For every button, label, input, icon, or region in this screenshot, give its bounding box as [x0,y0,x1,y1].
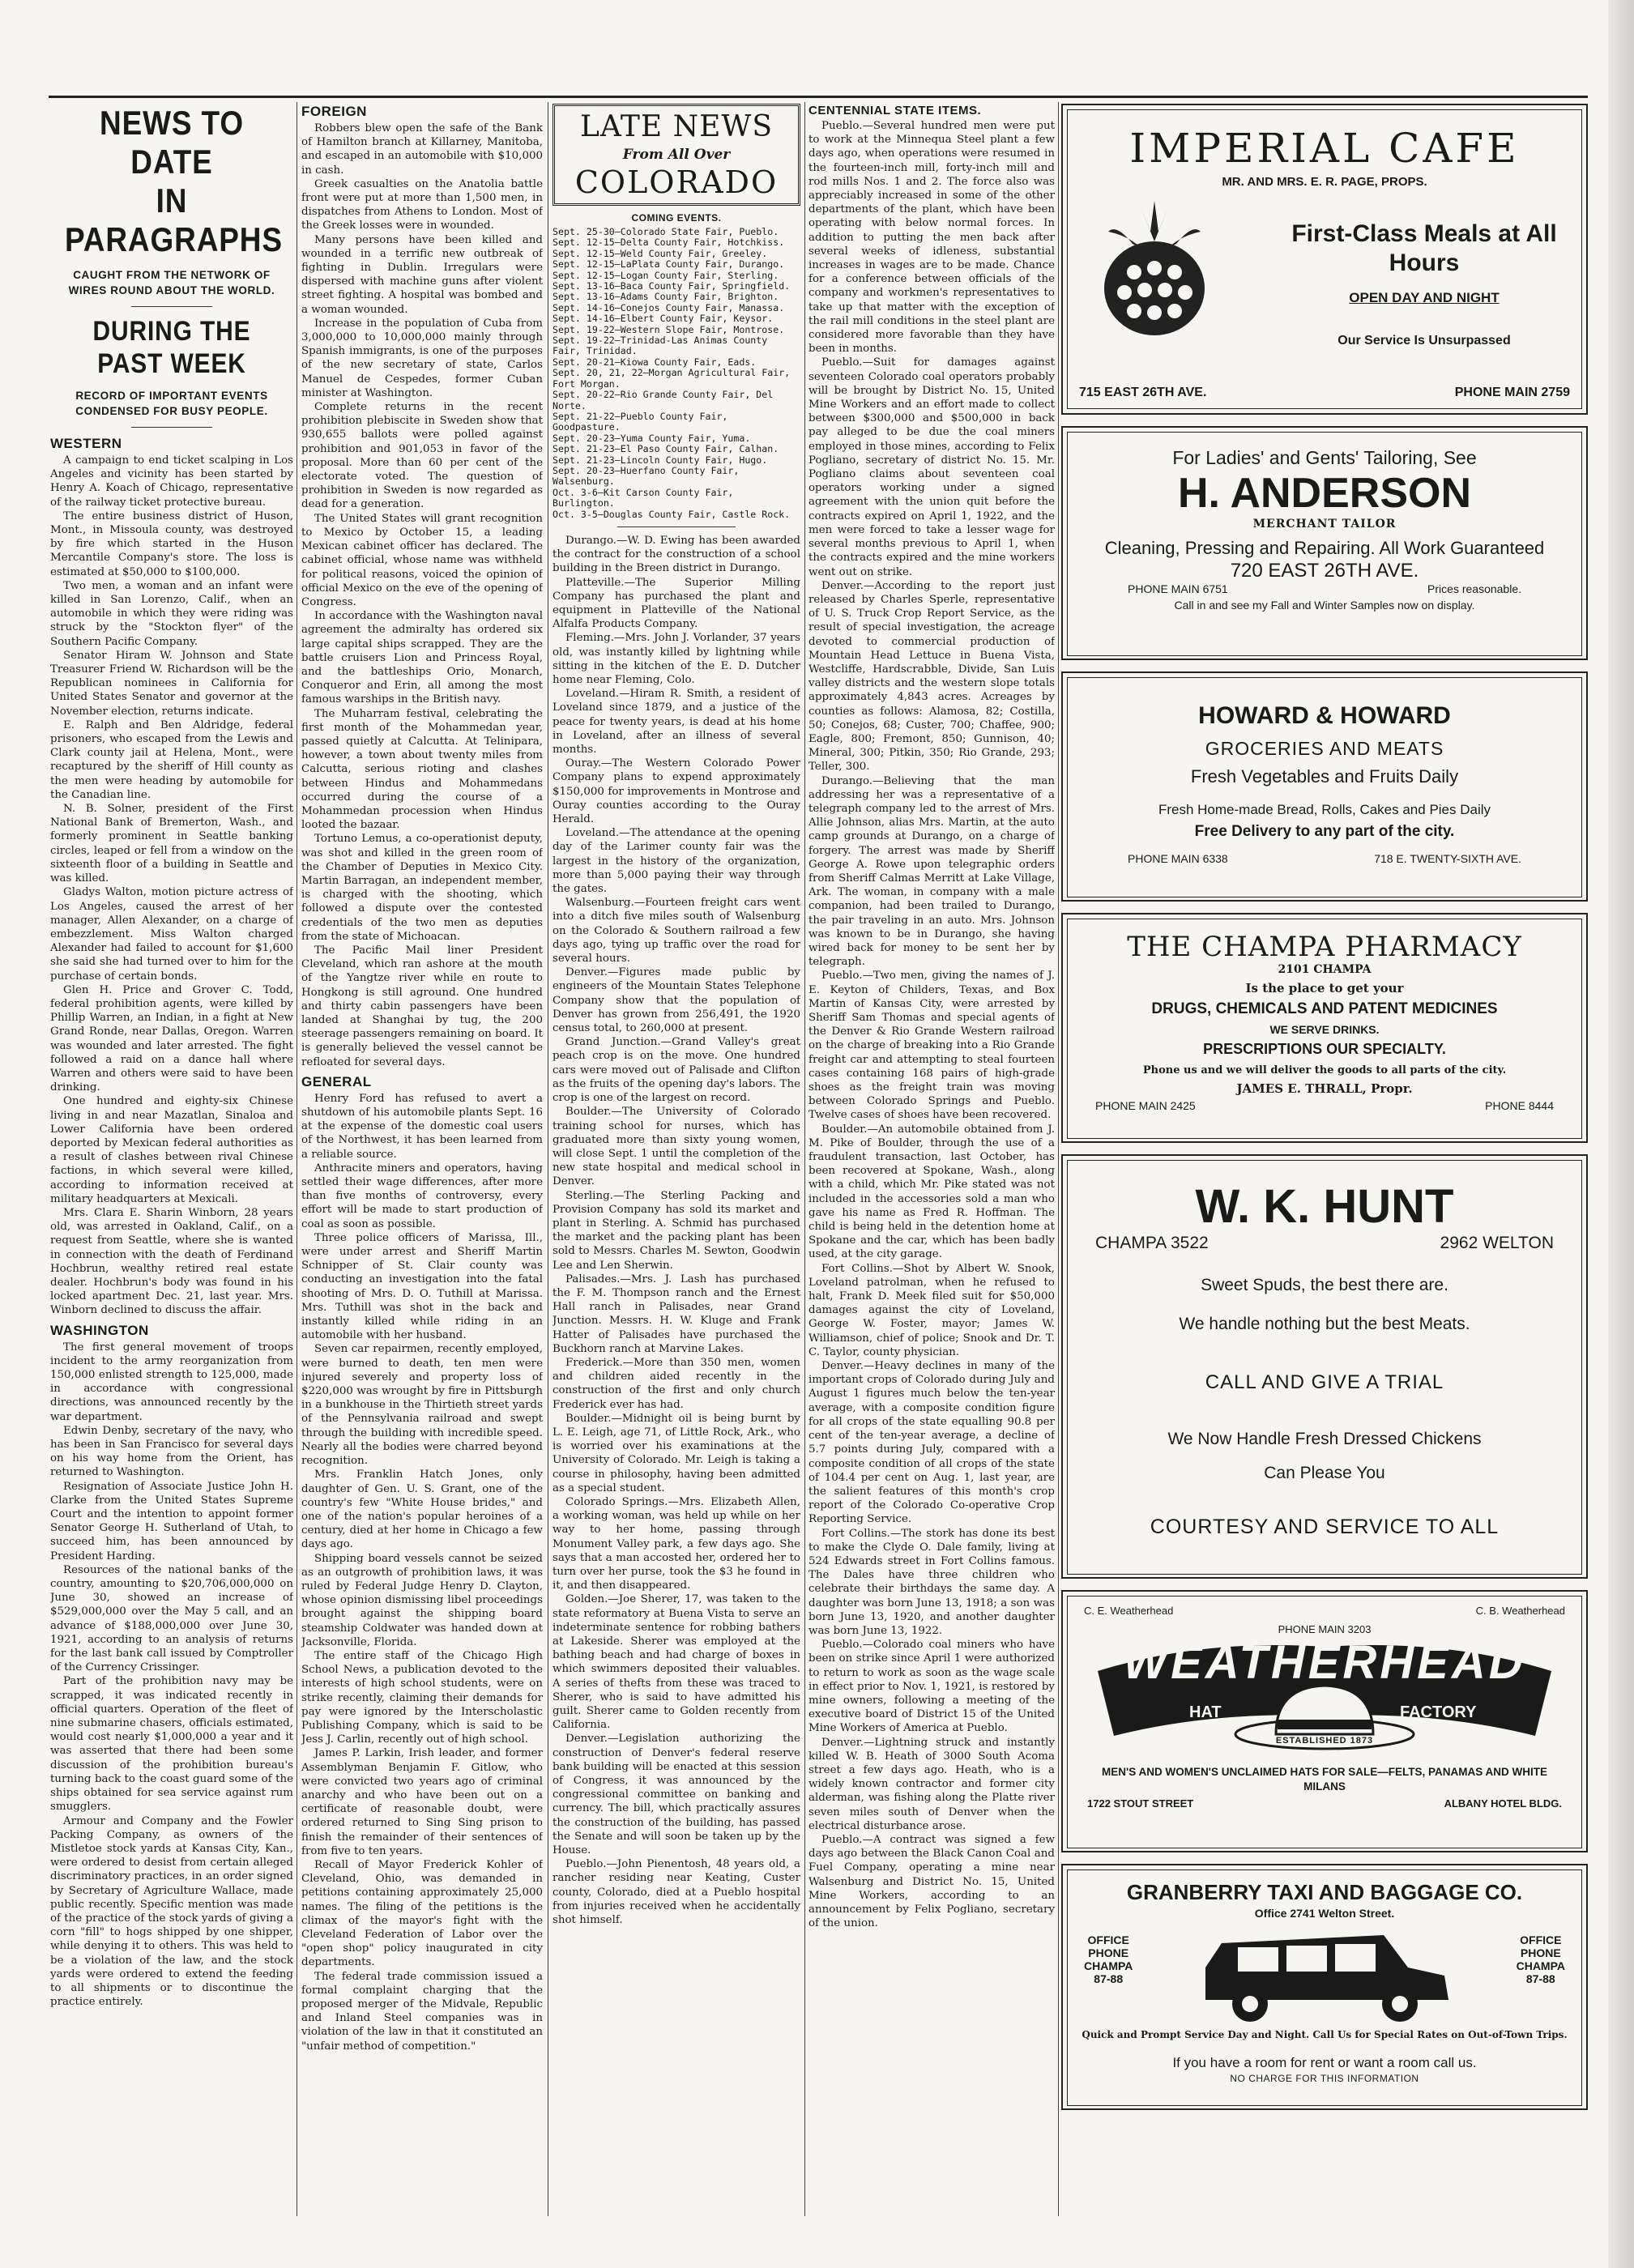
howard-line2: Fresh Home-made Bread, Rolls, Cakes and Pies Daily [1158,802,1491,817]
ad-howard-howard [1061,671,1588,902]
column-late-news [552,104,800,1927]
article-paragraph: In accordance with the Washington naval agreement the admiralty has ordered six large capital ships scrapped. They are the battle cruisers Lion and Princess Royal, and the battleships Orio, Monarch, Conqueror and Erin, all among the most famous warships in the British navy. [301,610,543,706]
granberry-line1: Quick and Prompt Service Day and Night. Call Us for Special Rates on Out-of-Town Trips. [1082,2029,1568,2040]
article-paragraph: Two men, a woman and an infant were killed in San Lorenzo, Calif., when an automobile in which they were riding was struck by the "Stockton flyer" of the Southern Pacific Company. [50,579,293,648]
section-foreign: FOREIGN [301,104,367,119]
section-washington: WASHINGTON [50,1322,149,1338]
column-rule [1058,102,1059,2216]
howard-address: 718 E. TWENTY-SIXTH AVE. [1374,852,1521,865]
anderson-name: H. ANDERSON [1177,470,1472,517]
anderson-address: 720 EAST 26TH AVE. [1230,560,1419,582]
ad-granberry-taxi [1061,1864,1588,2110]
article-paragraph: Edwin Denby, secretary of the navy, who has been in San Francisco for several days on his way home from the Orient, has returned to Washington. [50,1424,293,1479]
top-rule [49,96,1588,98]
hunt-line6: COURTESY AND SERVICE TO ALL [1150,1516,1500,1538]
article-paragraph: Loveland.—Hiram R. Smith, a resident of Loveland since 1879, and a justice of the peace for twenty years, is dead at his home in Loveland, after an illness of several months. [552,688,800,757]
ad-w-k-hunt [1061,1154,1588,1579]
article-paragraph: Denver.—Lightning struck and instantly killed W. B. Heath of 3000 South Acoma street a few days ago. Heath, who is a widely known contractor and former city alderman, was fishing along the Platte river seven miles south of Denver when the electrical disturbance arose. [808,1736,1055,1832]
article-paragraph: Resources of the national banks of the country, amounting to $20,706,000,000 on June 30, showed an increase of $529,000,000 over the May 5 call, and an advance of $188,000,000 over June 30, 1921, according to an analysis of returns for the last bank call issued by Comptroller of the Currency Crissinger. [50,1563,293,1674]
column-foreign-general [301,104,543,2053]
article-paragraph: Anthracite miners and operators, having settled their wage differences, after more than five months of controversy, every effort will be made to start production of coal as soon as possible. [301,1162,543,1230]
howard-line3: Free Delivery to any part of the city. [1194,823,1455,840]
article-paragraph: Fleming.—Mrs. John J. Vorlander, 37 years old, was instantly killed by lightning while sitting in the kitchen of the E. D. Dutcher home near Fleming, Colo. [552,632,800,686]
article-paragraph: Durango.—W. D. Ewing has been awarded the contract for the construction of a school building in the Breen district in Durango. [552,534,800,575]
washington-articles [50,1341,293,2010]
article-paragraph: Henry Ford has refused to avert a shutdown of his automobile plants Sept. 16 at the expense of the domestic coal users of the Northwest, it has been learned from a reliable source. [301,1092,543,1161]
article-paragraph: The Muharram festival, celebrating the first month of the Mohammedan year, passed quietly at Calcutta. At Telinipara, however, a town about twenty miles from Calcutta, serious rioting and clashes between Hindus and Mohammedans occurred during the course of a Mohammedan procession when Hindus looted the bazaar. [301,707,543,832]
article-paragraph: Sept. 19-22—Trinidad-Las Animas County Fair, Trinidad. [552,335,768,357]
divider [131,427,212,428]
champa-prop: JAMES E. THRALL, Propr. [1236,1081,1413,1096]
page-fold-shadow [1608,0,1634,2268]
article-paragraph: Oct. 3-5—Douglas County Fair, Castle Rock. [552,508,791,520]
anderson-trade: MERCHANT TAILOR [1252,518,1397,531]
weatherhead-footer [1087,1797,1562,1810]
article-paragraph: The Pacific Mail liner President Cleveland, which ran ashore at the mouth of the Yangtze river while en route to Hongkong is still aground. One hundred and thirty cabin passengers have been landed at Shanghai by tug, the 200 steerage passengers remaining on board. It is generally believed the vessel cannot be refloated for several days. [301,944,543,1068]
late-news-box [552,104,800,206]
hunt-line1: Sweet Spuds, the best there are. [1201,1276,1448,1294]
article-paragraph: Mrs. Franklin Hatch Jones, only daughter of Gen. U. S. Grant, one of the country's few "White House brides," and one of the nation's popular heroines of a century, died at her home in Chicago a few days ago. [301,1469,543,1551]
colorado-news-articles [552,534,800,1927]
article-paragraph: Robbers blew open the safe of the Bank of Hamilton branch at Killarney, Manitoba, and escaped in an automobile with $10,000 in cash. [301,122,543,177]
champa-phone2: PHONE 8444 [1485,1099,1554,1112]
anderson-line2: Cleaning, Pressing and Repairing. All Work Guaranteed [1104,538,1545,558]
anderson-prices: Prices reasonable. [1427,582,1521,595]
champa-address: 2101 CHAMPA [1278,963,1372,976]
article-paragraph: Oct. 3-6—Kit Carson County Fair, Burlington. [552,486,734,509]
hunt-line4: We Now Handle Fresh Dressed Chickens [1167,1430,1482,1448]
article-paragraph: E. Ralph and Ben Aldridge, federal prisoners, who escaped from the Lewis and Clark county jail at Helena, Mont., were recaptured by the sheriff of Hill county as the men were heading by automobile for the Canadian line. [50,718,293,801]
section-western: WESTERN [50,436,122,451]
ad-h-anderson [1061,426,1588,660]
howard-trade: GROCERIES AND MEATS [1205,738,1444,759]
hunt-line3: CALL AND GIVE A TRIAL [1205,1371,1444,1393]
weatherhead-left: C. E. Weatherhead [1084,1605,1174,1617]
article-paragraph: Colorado Springs.—Mrs. Elizabeth Allen, a working woman, was held up while on her way to her home, passing through Monument Valley park, a few days ago. She says that a man accosted her, ordered her to turn over her purse, took the $3 he found in it, and then disappeared. [552,1495,800,1592]
article-paragraph: Walsenburg.—Fourteen freight cars went into a ditch five miles south of Walsenburg on the Colorado & Southern railroad a few days ago, tying up traffic over the road for several hours. [552,897,800,966]
hunt-phone: CHAMPA 3522 [1095,1234,1209,1252]
article-paragraph: Fort Collins.—The stork has done its best to make the Clyde O. Dale family, living at 524 Edwards street in Fort Collins famous. The Dales have three children who celebrate their birthdays the same day. A daughter was born June 13, 1918; a son was born June 13, 1920, and another daughter was born June 13, 1922. [808,1527,1055,1637]
weatherhead-address: 1722 STOUT STREET [1087,1797,1194,1810]
article-paragraph: Denver.—According to the report just released by Charles Sperle, representative of U. S. Truck Crop Report Service, as the result of special investigation, the acreage devoted to commercial production of Mountain Head Lettuce in Buena Vista, Westcliffe, Hardscrabble, Divide, San Luis valley districts and the western slope totals approximately 4,843 acres. Acreages by counties as follows: Alamosa, 82; Costilla, 50; Conejos, 68; Custer, 700; Chaffee, 900; Eagle, 800; Fremont, 850; Gunnison, 40; Mineral, 300; Pitkin, 350; Rio Grande, 293; Teller, 300. [808,579,1055,774]
column-rule [804,102,805,2216]
imperial-props: MR. AND MRS. E. R. PAGE, PROPS. [1222,175,1427,189]
article-paragraph: Sept. 20-23—Yuma County Fair, Yuma. [552,432,751,444]
article-paragraph: Mrs. Clara E. Sharin Winborn, 28 years old, was arrested in Oakland, Calif., on a request from Seattle, where she is wanted in connection with the death of Ferdinand Hochbrun, wealthy retired real estate dealer. Hochbrun's body was found in his locked apartment Dec. 21, last year. Mrs. Winborn declined to discuss the affair. [50,1206,293,1317]
champa-phones [1095,1099,1554,1112]
weatherhead-hat: HAT [1189,1703,1222,1721]
article-paragraph: Part of the prohibition navy may be scrapped, it was indicated recently in official quarters. Operation of the fleet of nine submarine chasers, officials estimated, would cost nearly $1,000,000 a year and it was asserted that there had been some discussion of the prohibition bureau's turning back to the coast guard some of the ships obtained for sea service against rum smugglers. [50,1675,293,1814]
section-centennial: CENTENNIAL STATE ITEMS. [808,104,982,117]
article-paragraph: Sept. 20-23—Huerfano County Fair, Walsenburg. [552,464,740,488]
late-news-subtitle: From All Over [622,147,731,163]
article-paragraph: Many persons have been killed and wounded in a terrific new outbreak of fighting in Dublin. Irregulars were dispersed with machine guns after violent street fighting. A hospital was bombed and a woman wounded. [301,233,543,316]
article-paragraph: Sept. 12-15—Weld County Fair, Greeley. [552,247,768,259]
imperial-service: Our Service Is Unsurpassed [1337,334,1511,347]
article-paragraph: Increase in the population of Cuba from 3,000,000 to 10,000,000 mainly through Spanish immigrants, is one of the purposes of the new secretary of state, Carlos Manuel de Cespedes, former Cuban minister at Washington. [301,317,543,399]
subhead-record: RECORD OF IMPORTANT EVENTS CONDENSED FOR BUSY PEOPLE. [75,390,268,417]
article-paragraph: Complete returns in the recent prohibition plebiscite in Sweden show that 930,655 ballots were polled against prohibition and 901,053 in favor of the proposal. More than 60 per cent of the electorate voted. The question of prohibition in Sweden is now regarded as dead for a generation. [301,401,543,511]
article-paragraph: Denver.—Figures made public by engineers of the Mountain States Telephone Company show that the population of Denver has grown from 256,491, the 1920 census total, to 260,000 at present. [552,966,800,1035]
hunt-line5: Can Please You [1264,1464,1385,1482]
article-paragraph: Seven car repairmen, recently employed, were burned to death, ten men were injured severely and property loss of $220,000 was wrought by fire in Pittsburgh in a bunkhouse in the Thirtieth street yards of the Pennsylvania railroad and swept through the building with incredible speed. Nearly all the bodies were charred beyond recognition. [301,1343,543,1468]
article-paragraph: Ouray.—The Western Colorado Power Company plans to expend approximately $150,000 for improvements in Montrose and Ouray counties according to the Ouray Herald. [552,757,800,826]
late-news-colorado: COLORADO [574,164,779,200]
champa-line2: DRUGS, CHEMICALS AND PATENT MEDICINES [1151,1000,1498,1017]
article-paragraph: James P. Larkin, Irish leader, and former Assemblyman Benjamin F. Gitlow, who were convicted two years ago of criminal anarchy and who have been out on a certificate of reasonable doubt, were ordered returned to Sing Sing prison to finish the remainder of their sentences of from five to ten years. [301,1747,543,1857]
article-paragraph: Glen H. Price and Grover C. Todd, federal prohibition agents, were killed by Phillip Warren, an Indian, in a fight at New Grand Ronde, near Dallas, Oregon. Warren was wounded and later arrested. The fight followed a raid on a dance hall where Warren and others were said to have been drinking. [50,983,293,1094]
article-paragraph: Denver.—Legislation authorizing the construction of Denver's federal reserve bank building will be enacted at this session of Congress, it was announced by the congressional committee on banking and currency. The bill, which practically assures the construction of the building, has passed the Senate and will soon be taken up by the House. [552,1733,800,1857]
hunt-line2: We handle nothing but the best Meats. [1179,1315,1470,1333]
weatherhead-est: ESTABLISHED 1873 [1275,1736,1374,1746]
howard-name: HOWARD & HOWARD [1198,702,1451,729]
article-paragraph: Pueblo.—Several hundred men were put to work at the Minnequa Steel plant a few days ago, when operations were resumed in the fourteen-inch mill, forty-inch mill and rod mills Nos. 1 and 2. The force also was appreciably increased in some of the other departments of the plant, which have been operating with below normal forces. In addition to putting the men back after several weeks of idleness, substantial increases in wages are to be made. Chance for a conference between officials of the company and workmen's representatives to take up that matter with the exception of the rail mill conditions in the steel plant are considered more favorable than they have been in months. [808,120,1055,356]
article-paragraph: Pueblo.—Colorado coal miners who have been on strike since April 1 were authorized to return to work as soon as the wage scale in effect prior to Nov. 1, 1921, is restored by mine owners, following a meeting of the executive board of District 15 of the United Mine Workers of America at Pueblo. [808,1639,1055,1735]
granberry-left-phone: OFFICE PHONE CHAMPA 87-88 [1084,1933,1133,1985]
article-paragraph: Senator Hiram W. Johnson and State Treasurer Friend W. Richardson will be the Republican nominees in California for United States Senator and governor at the November election, returns indicate. [50,649,293,718]
article-paragraph: The entire business district of Huson, Mont., in Missoula county, was destroyed by fire which started in the Huson Mercantile Company's store. The loss is estimated at $50,000 to $100,000. [50,509,293,578]
article-paragraph: The first general movement of troops incident to the army reorganization from 150,000 enlisted strength to 125,000, made in accordance with congressional directions, was announced recently by the war department. [50,1341,293,1423]
coming-events-head: COMING EVENTS. [631,212,722,224]
article-paragraph: Sept. 20, 21, 22—Morgan Agricultural Fair, Fort Morgan. [552,367,791,390]
howard-phone: PHONE MAIN 6338 [1128,852,1228,865]
article-paragraph: Sept. 12-15—LaPlata County Fair, Durango. [552,258,785,271]
article-paragraph: Golden.—Joe Sherer, 17, was taken to the state reformatory at Buena Vista to serve an indeterminate sentence for robbing bathers at Lakeside. Sherer was employed at the bathing beach and had charge of boxes in which swimmers deposited their valuables. A series of thefts from these was traced to Sherer, who is said to have admitted his guilt. Sherer came to Golden recently from California. [552,1593,800,1732]
article-paragraph: Sept. 14-16—Elbert County Fair, Keysor. [552,313,774,325]
ad-champa-pharmacy [1061,913,1588,1143]
divider [131,306,212,307]
granberry-office: Office 2741 Welton Street. [1254,1907,1395,1920]
article-paragraph: The United States will grant recognition to Mexico by October 15, a leading Mexican cabinet officer has declared. The cabinet official, whose name was withheld for political reasons, voiced the opinion of official Mexico on the eve of the opening of Congress. [301,512,543,608]
article-paragraph: Greek casualties on the Anatolia battle front were put at more than 1,500 men, in dispatches from Athens to London. Most of the Greek losses were in wounded. [301,177,543,232]
article-paragraph: The federal trade commission issued a formal complaint charging that the proposed merger of the Midvale, Republic and Inland Steel companies was in violation of the law in that it constituted an "unfair method of competition." [301,1970,543,2053]
events-list [552,227,800,520]
howard-line1: Fresh Vegetables and Fruits Daily [1190,766,1459,787]
centennial-articles [808,119,1055,1930]
article-paragraph: Gladys Walton, motion picture actress of Los Angeles, caused the arrest of her manager, Allen Alexander, on a charge of embezzlement. Miss Walton charged Alexander had failed to account for $1,600 she said she had turned over to him for the purchase of certain bonds. [50,886,293,983]
article-paragraph: Sept. 12-15—Logan County Fair, Sterling. [552,269,779,281]
weatherhead-phone: PHONE MAIN 3203 [1278,1623,1372,1635]
article-paragraph: Sept. 12-15—Delta County Fair, Hotchkiss. [552,237,785,249]
ad-imperial-cafe [1061,104,1588,415]
article-paragraph: Boulder.—An automobile obtained from J. M. Pike of Boulder, through the use of a fraudulent transaction, last October, has been recovered at Spokane, Wash., along with a child, which Mr. Pike stated was not included in the accessories sold a man who gave his name as Fred R. Hoffman. The child is being held in the detention home at Spokane and the car, which has been badly used, at the city garage. [808,1123,1055,1261]
general-articles [301,1092,543,2053]
column-news-to-date [50,104,293,2009]
granberry-line3: NO CHARGE FOR THIS INFORMATION [1230,2073,1419,2084]
article-paragraph: Sept. 19-22—Western Slope Fair, Montrose. [552,323,785,335]
article-paragraph: Shipping board vessels cannot be seized as an outgrowth of prohibition laws, it was ruled by Federal Judge Henry D. Clayton, whose opinion dismissing libel proceedings brought against the shipping board steamship Coldwater was handed down at Jacksonville, Florida. [301,1552,543,1648]
article-paragraph: Platteville.—The Superior Milling Company has purchased the plant and equipment in Platteville of the National Alfalfa Products Company. [552,576,800,631]
column-centennial [808,104,1055,1930]
imperial-open: OPEN DAY AND NIGHT [1349,290,1500,305]
article-paragraph: Sept. 13-16—Adams County Fair, Brighton. [552,291,779,303]
imperial-meals: First-Class Meals at All Hours [1291,220,1557,276]
ad-weatherhead-hats [1061,1590,1588,1852]
article-paragraph: Denver.—Heavy declines in many of the important crops of Colorado during July and August 1 figures much below the ten-year average, with a composite condition figure for all crops of the state equalling 90.8 per cent of the ten-year average, a decline of 5.7 points during July, compared with a composite condition of all crops of the state of 104.4 per cent on Aug. 1, last year, are the salient features of this month's crop report of the Colorado Co-operative Crop Reporting Service. [808,1360,1055,1526]
article-paragraph: Sept. 20-21—Kiowa County Fair, Eads. [552,356,757,368]
article-paragraph: A campaign to end ticket scalping in Los Angeles and vicinity has been started by Henry A. Koach of Chicago, representative of the railway ticket protective bureau. [50,454,293,509]
granberry-right-phone: OFFICE PHONE CHAMPA 87-88 [1516,1933,1565,1985]
article-paragraph: Pueblo.—A contract was signed a few days ago between the Black Canon Coal and Fuel Company, operating a mine near Walsenburg and District No. 15, United Mine Workers, according to an announcement by Felix Pogliano, secretary of the union. [808,1833,1055,1930]
hunt-address: 2962 WELTON [1440,1234,1554,1252]
article-paragraph: Three police officers of Marissa, Ill., were under arrest and Sheriff Martin Schnipper of St. Clair county was conducting an investigation into the fatal shooting of Mrs. D. O. Tuthill at Marissa. Mrs. Tuthill was shot in the back and instantly killed while riding in an automobile with her husband. [301,1231,543,1342]
granberry-line2: If you have a room for rent or want a room call us. [1172,2055,1477,2070]
weatherhead-factory: FACTORY [1400,1703,1477,1721]
weatherhead-banner: WEATHERHEAD [1123,1636,1526,1689]
imperial-phone: PHONE MAIN 2759 [1454,386,1570,399]
champa-line1: Is the place to get your [1245,981,1404,995]
foreign-articles [301,122,543,1069]
article-paragraph: Armour and Company and the Fowler Packing Company, as owners of the Mistletoe stock yards at Kansas City, Kan., were ordered to desist from certain alleged discriminatory practices, in an order signed by Secretary of Agriculture Wallace, made public recently. Specific mention was made of the practice of the stock yards of giving a corn "fill" to hogs shipped by one shipper, while denying it to others. This was held to be a violation of the law, and the stock yards were ordered to extend the feeding to all shipments or to discontinue the practice entirely. [50,1814,293,2009]
article-paragraph: Pueblo.—Two men, giving the names of J. E. Keyton of Childers, Texas, and Box Martin of Kansas City, were arrested by Sheriff Sam Thomas and special agents of the Denver & Rio Grande Western railroad on the charge of breaking into a Rio Grande freight car and attempting to steal fourteen cases containing 168 pairs of high-grade shoes as the freight train was moving between Colorado Springs and Pueblo. Twelve cases of shoes have been recovered. [808,970,1055,1122]
column-advertisements [1061,104,1588,2121]
weatherhead-names [1084,1605,1565,1617]
anderson-line1: For Ladies' and Gents' Tailoring, See [1172,447,1477,468]
article-paragraph: N. B. Solner, president of the First National Bank of Bremerton, Wash., and formerly prominent in Seattle banking circles, leaped or fell from a window on the sixteenth floor of a building in Seattle and was killed. [50,803,293,885]
article-paragraph: Sept. 21-23—Lincoln County Fair, Hugo. [552,454,768,466]
article-paragraph: Resignation of Associate Justice John H. Clarke from the United States Supreme Court and the intention to appoint former Senator George H. Sutherland of Utah, to succeed him, has been announced by President Harding. [50,1480,293,1562]
article-paragraph: Frederick.—More than 350 men, women and children aided recently in the construction of the first and only church Frederick ever has had. [552,1356,800,1411]
hunt-name: W. K. HUNT [1195,1180,1454,1233]
imperial-address: 715 EAST 26TH AVE. [1079,386,1207,399]
article-paragraph: The entire staff of the Chicago High School News, a publication devoted to the interests of high school students, were on strike recently, claiming their demands for pay were ignored by the Interscholastic Publishing Company, which is said to be Jess J. Carlin, recently out of high school. [301,1649,543,1746]
article-paragraph: Durango.—Believing that the man addressing her was a representative of a telegraph company led to the arrest of Mrs. Allie Johnson, alias Mrs. Martin, at the auto camp grounds at Durango, on a charge of forgery. The arrest was made by Sheriff George A. Rowe upon telegraphic orders from Sheriff Calmas Merritt at Lake Village, Ark. The woman, in company with a male companion, had been trailed to Durango, the pair traveling in an auto. Mrs. Johnson was known to be in Durango, she having wired back for money to be sent her by telegraph. [808,774,1055,969]
article-paragraph: Loveland.—The attendance at the opening day of the Larimer county fair was the largest in the history of the organization, more than 5,000 paying their way through the gates. [552,827,800,896]
article-paragraph: One hundred and eighty-six Chinese living in and near Mazatlan, Sinaloa and Lower California have been ordered deported by Mexican federal authorities as a result of clashes between rival Chinese factions, in which several were killed, according to information received at military headquarters at Mexicali. [50,1095,293,1205]
article-paragraph: Sept. 21-22—Pueblo County Fair, Goodpasture. [552,410,728,433]
article-paragraph: Boulder.—Midnight oil is being burnt by L. E. Leigh, age 71, of Little Rock, Ark., who is worried over his examinations at the University of Colorado. Mr. Leigh is taking a course in philosophy, having been admitted as a special student. [552,1412,800,1494]
divider [617,526,736,527]
hunt-contact-row [1095,1234,1554,1253]
imperial-footer [1079,386,1570,400]
anderson-phone: PHONE MAIN 6751 [1128,582,1228,595]
article-paragraph: Fort Collins.—Shot by Albert W. Snook, Loveland patrolman, when he refused to halt, Frank D. Meek filed suit for $50,000 damages against the city of Loveland, George W. Foster, mayor; James W. Williamson, chief of police; Snook and Dr. T. C. Taylor, county physician. [808,1262,1055,1358]
howard-footer [1128,852,1521,865]
champa-line5: Phone us and we will deliver the goods to all parts of the city. [1142,1064,1507,1076]
anderson-phone-row [1128,582,1521,595]
article-paragraph: Pueblo.—Suit for damages against seventeen Colorado coal operators probably will be brought by District No. 15, United Mine Workers and an effort made to collect between $300,000 and $500,000 in back pay alleged to be due the coal miners employed in those mines, according to Felix Pogliano, secretary of district No. 15. Mr. Pogliano claims about seventeen coal operators working under a signed agreement with the union quit before the contracts expired on April 1, 1922, and the men were forced to take a lesser wage for several months previous to April 1, when the contracts expired and the mine workers went out on strike. [808,356,1055,578]
champa-line3: WE SERVE DRINKS. [1269,1023,1380,1036]
champa-name: THE CHAMPA PHARMACY [1127,931,1522,963]
champa-phone1: PHONE MAIN 2425 [1095,1099,1196,1112]
anderson-call: Call in and see my Fall and Winter Samples now on display. [1174,599,1475,612]
article-paragraph: Sept. 21-23—El Paso County Fair, Calhan. [552,443,779,455]
weatherhead-line1: MEN'S AND WOMEN'S UNCLAIMED HATS FOR SALE—FELTS, PANAMAS AND WHITE MILANS [1102,1766,1547,1793]
subhead-network: CAUGHT FROM THE NETWORK OF WIRES ROUND ABOUT THE WORLD. [68,269,275,296]
late-news-title: LATE NEWS [579,110,774,143]
article-paragraph: Sept. 25-30—Colorado State Fair, Pueblo. [552,226,779,237]
article-paragraph: Palisades.—Mrs. J. Lash has purchased the F. M. Thompson ranch and the Ernest Hall ranch in Palisades, near Grand Junction. Messrs. H. W. Kluge and Frank Hatter of Palisades have purchased the Buckhorn ranch at Marvine Lakes. [552,1273,800,1355]
section-general: GENERAL [301,1073,372,1089]
taxi-car-icon [1189,1919,1457,2024]
imperial-title: IMPERIAL CAFE [1129,125,1520,172]
article-paragraph: Sterling.—The Sterling Packing and Provision Company has sold its market and plant in Sterling. A. Schmid has purchased the market and the packing plant has been sold to Messrs. Charles M. Sewton, Goodwin Lee and Len Sherwin. [552,1189,800,1272]
article-paragraph: Sept. 20-22—Rio Grande County Fair, Del Norte. [552,389,774,411]
western-articles [50,454,293,1318]
article-paragraph: Pueblo.—John Pienentosh, 48 years old, a rancher residing near Keating, Custer county, Colorado, died at a Pueblo hospital from injuries received when he accidentally shot himself. [552,1858,800,1927]
granberry-name: GRANBERRY TAXI AND BAGGAGE CO. [1126,1880,1523,1904]
article-paragraph: Sept. 14-16—Conejos County Fair, Manassa. [552,301,785,313]
article-paragraph: Tortuno Lemus, a co-operationist deputy, was shot and killed in the green room of the Chamber of Deputies in Mexico City. Martin Barragan, an independent member, is charged with the shooting, which followed a dispute over the contested credentials of the two men as deputies from the state of Michoacan. [301,833,543,943]
weatherhead-bldg: ALBANY HOTEL BLDG. [1444,1797,1562,1810]
headline-news-to-date: NEWS TO DATE IN PARAGRAPHS [65,104,283,258]
champa-line4: PRESCRIPTIONS OUR SPECIALTY. [1203,1041,1446,1057]
pineapple-icon [1084,199,1226,341]
article-paragraph: Grand Junction.—Grand Valley's great peach crop is on the move. One hundred cars were moved out of Palisade and Clifton as the fruits of the opening day's labors. The crop is one of the largest on record. [552,1036,800,1105]
article-paragraph: Boulder.—The University of Colorado training school for nurses, which has graduated more than sixty young women, will close Sept. 1 until the completion of the new state hospital and medical school in Denver. [552,1106,800,1188]
headline-past-week: DURING THE PAST WEEK [92,316,251,379]
article-paragraph: Recall of Mayor Frederick Kohler of Cleveland, Ohio, was demanded in petitions containing approximately 25,000 names. The filing of the petitions is the climax of the mayor's fight with the Cleveland Federation of Labor over the "open shop" policy inaugurated in city departments. [301,1858,543,1969]
weatherhead-right: C. B. Weatherhead [1475,1605,1565,1617]
article-paragraph: Sept. 13-16—Baca County Fair, Springfield. [552,280,791,292]
